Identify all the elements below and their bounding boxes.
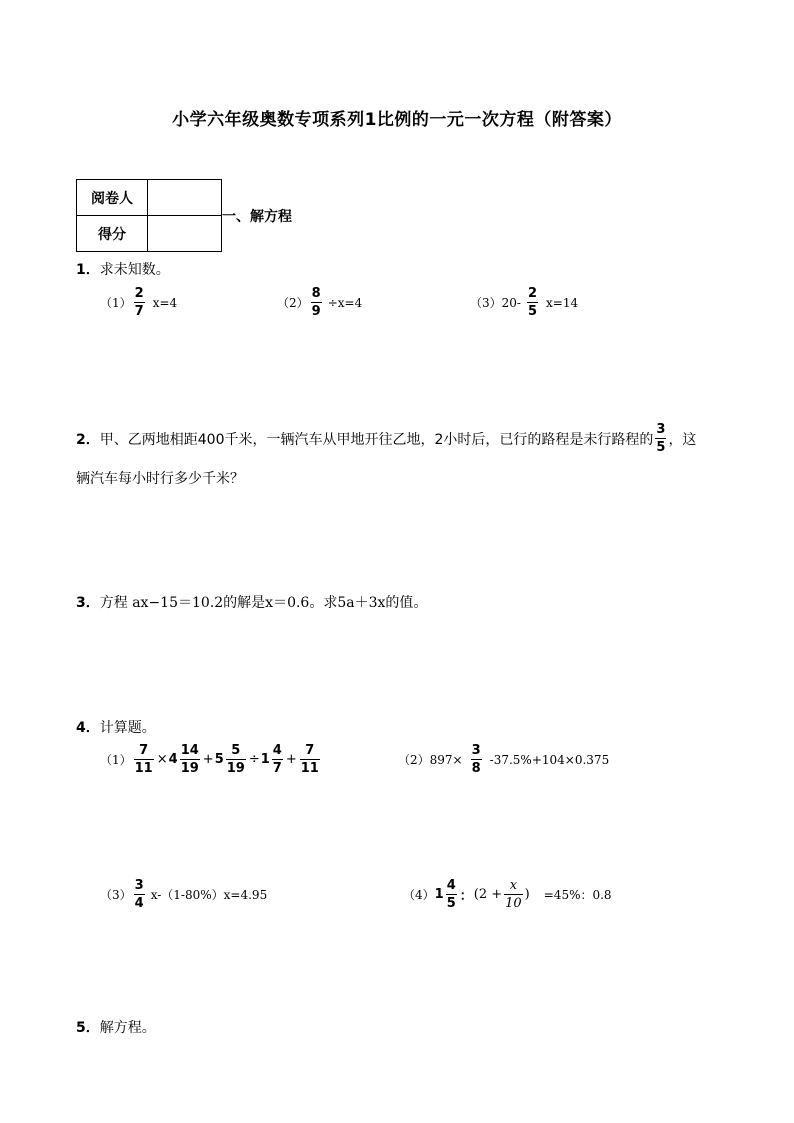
q4-item-4 (403, 879, 612, 910)
expression: 5a＋3x (337, 595, 386, 611)
question-number: 3． (76, 595, 100, 611)
item-pre: 20- (501, 295, 521, 310)
question-5 (76, 1017, 156, 1037)
question-number: 2． (76, 431, 100, 448)
fraction: $\frac{2}{5}$ (527, 286, 538, 319)
q4-item-1 (100, 744, 322, 775)
operator: ÷ (248, 752, 260, 767)
colon: ： (459, 889, 473, 904)
item-tail: x=4 (152, 295, 178, 310)
question-1 (76, 259, 170, 279)
fraction: $\frac{x}{10}$ (505, 878, 522, 911)
item-label: （1） (100, 753, 132, 767)
mixed-number: 5 $\frac{5}{19}$ (214, 743, 245, 776)
item-tail: x-（1-80%）x=4.95 (150, 888, 268, 902)
fraction: $\frac{3}{8}$ (471, 743, 481, 776)
fraction: $\frac{2}{7}$ (134, 286, 144, 319)
item-label: （2） (277, 296, 309, 310)
score-cell (148, 216, 222, 252)
reviewer-cell (148, 180, 222, 216)
question-2 (76, 423, 726, 454)
item-tail: ÷x=4 (327, 295, 363, 310)
item-pre: 897× (429, 752, 463, 767)
question-text: 的值。 (385, 595, 428, 611)
item-label: （4） (403, 888, 435, 902)
mixed-number: 4 $\frac{14}{19}$ (168, 743, 199, 776)
fraction: $\frac{8}{9}$ (311, 286, 321, 319)
reviewer-label: 阅卷人 (77, 180, 148, 216)
q1-item-1 (100, 287, 177, 318)
fraction: $\frac{3}{4}$ (134, 878, 144, 911)
question-3 (76, 592, 427, 612)
question-text: 甲、乙两地相距400千米，一辆汽车从甲地开往乙地，2小时后，已行的路程是未行路程的 (99, 431, 654, 448)
q4-item-3 (100, 879, 267, 910)
item-tail: -37.5%+104×0.375 (489, 752, 610, 767)
item-label: （2） (398, 753, 430, 767)
operator: × (156, 752, 168, 767)
question-text: 。求 (309, 595, 338, 611)
fraction: $\frac{7}{11}$ (300, 743, 319, 776)
page-title: 小学六年级奥数专项系列1比例的一元一次方程（附答案） (172, 110, 622, 130)
item-label: （3） (470, 296, 502, 310)
question-text: 求未知数。 (99, 262, 170, 278)
item-label: （3） (100, 888, 132, 902)
question-number: 4． (76, 720, 100, 736)
q1-item-3 (470, 287, 578, 318)
fraction: $\frac{7}{11}$ (134, 743, 153, 776)
item-tail: =45%：0.8 (543, 888, 612, 902)
q1-item-2 (277, 287, 362, 318)
question-number: 1． (76, 262, 100, 278)
section-heading: 一、解方程 (222, 209, 292, 225)
question-2-line-2: 辆汽车每小时行多少千米？ (76, 471, 244, 487)
solution: x＝0.6 (265, 595, 310, 611)
question-text-tail: ，这 (668, 431, 697, 448)
paren-close: ) (524, 887, 530, 902)
item-tail: x=14 (546, 295, 579, 310)
mixed-number: 1 $\frac{4}{7}$ (260, 743, 282, 776)
item-label: （1） (100, 296, 132, 310)
question-text: 的解是 (223, 595, 266, 611)
q4-item-2 (398, 744, 609, 775)
equation: ax−15＝10.2 (132, 595, 224, 611)
question-text: 解方程。 (99, 1020, 156, 1036)
operator: + (285, 752, 297, 767)
score-table (76, 179, 222, 252)
question-4 (76, 717, 156, 737)
mixed-number: 1 $\frac{4}{5}$ (434, 878, 456, 911)
paren-open: (2 + (473, 887, 503, 902)
question-number: 5． (76, 1020, 100, 1036)
question-text: 方程 (99, 595, 128, 611)
question-text: 计算题。 (99, 720, 156, 736)
score-label: 得分 (77, 216, 148, 252)
fraction: $\frac{3}{5}$ (656, 422, 666, 455)
operator: + (202, 752, 214, 767)
